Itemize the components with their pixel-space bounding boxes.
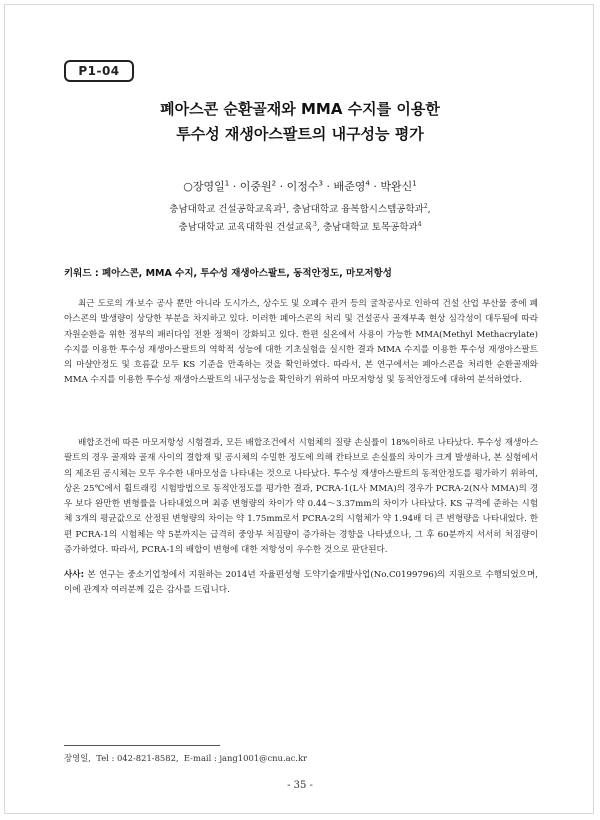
- affiliation-line-2: [60, 219, 540, 233]
- author-affil-index: 3: [318, 179, 323, 188]
- author-5: [380, 180, 416, 193]
- presenter-mark: ○: [183, 180, 193, 193]
- page-number: - 35 -: [287, 780, 313, 791]
- acknowledgement: [64, 568, 538, 599]
- author-separator: ·: [276, 180, 287, 193]
- affiliation-text: 충남대학교 교육대학원 건설교육: [178, 222, 314, 233]
- affiliation-text: , 충남대학교 융복합시스템공학과: [286, 204, 424, 215]
- author-affil-index: 1: [412, 179, 417, 188]
- body-paragraph-2: 배합조건에 따른 마모저항성 시험결과, 모든 배합조건에서 시험체의 질량 손실률이 18%이하로 나타났다. 투수성 재생아스팔트의 경우 골재와 골재 사이의 결합재 및 공시체의 수밀한 정도에 의해 칸타브로 손실률의 차이가 크게 발생하나, 본 실험에서의 제조된 공시체는 모두 우수한 내마모성을 나타내는 것으로 나타났다. 투수성 재생아스팔트의 동적안정도를 평가하기 위하여, 상온 25℃에서 휠트래킹 시험방법으로 동적안정도를 평가한 결과, PCRA-1(L사 MMA)의 경우가 PCRA-2(N사 MMA)의 경우 보다 완만한 변형률을 나타내었으며 최종 변형량의 차이가 약 0.44～3.37mm의 차이가 나타났다. KS 규격에 준하는 시험체 3개의 평균값으로 산정된 변형량의 차이는 약 1.75mm로서 PCRA-2의 시험체가 약 1.94배 더 큰 변형량을 나타내었다. 한편 PCRA-1의 시험체는 약 5분까지는 급격히 중앙부 처짐량이 증가하는 경향을 나타냈으나, 그 후 60분까지 서서히 처짐량이 증가하였다. 따라서, PCRA-1의 배합이 변형에 대한 저항성이 우수한 것으로 판단된다.: [64, 438, 538, 556]
- corresponding-author-footnote: 장영일, Tel : 042-821-8582, E-mail : jang1001@cnu.ac.kr: [64, 753, 308, 763]
- author-1: [183, 180, 229, 193]
- author-list: [60, 178, 540, 194]
- author-2: [240, 180, 276, 193]
- author-separator: ·: [369, 180, 381, 193]
- affiliation-line-1: [60, 201, 540, 215]
- affiliation-text: ,: [427, 204, 431, 215]
- title-line-1: 폐아스콘 순환골재와 MMA 수지를 이용한: [160, 100, 440, 118]
- session-tag: P1-04: [64, 60, 134, 82]
- author-affil-index: 4: [365, 179, 370, 188]
- author-name: 배준영: [333, 180, 366, 193]
- affiliation-text: , 충남대학교 토목공학과: [316, 222, 418, 233]
- author-name: 이중원: [239, 180, 272, 193]
- keywords: 키워드 : 폐아스콘, MMA 수지, 투수성 재생아스팔트, 동적안정도, 마모저항성: [64, 268, 392, 279]
- author-4: [333, 180, 369, 193]
- body-paragraph-1: 최근 도로의 개·보수 공사 뿐만 아니라 도시가스, 상수도 및 오폐수 관거 등의 굴착공사로 인하여 건설 산업 부산물 중에 폐아스콘의 발생량이 상당한 부분을 차지하고 있다. 이러한 폐아스콘의 처리 및 건설공사 골재부족 현상 심각성이 대두됨에 따라 자원순환을 위한 정부의 패러다임 전환 정책이 강화되고 있다. 한편 실온에서 사용이 가능한 MMA(Methyl Methacrylate) 수지를 이용한 투수성 재생아스팔트의 역학적 성능에 대한 기초실험을 실시한 결과 MMA 수지를 이용한 투수성 재생아스팔트의 마샬안정도 및 흐름값 모두 KS 기준을 만족하는 것을 확인하였다. 따라서, 본 연구에서는 폐아스콘을 처리한 순환골재와 MMA 수지를 이용한 투수성 재생아스팔트의 내구성능을 확인하기 위하여 마모저항성 및 동적안정도에 대하여 분석하였다.: [64, 299, 538, 386]
- affiliation-text: 충남대학교 건설공학교육과: [169, 204, 283, 215]
- acknowledgement-label: 사사:: [64, 570, 85, 580]
- author-separator: ·: [322, 180, 334, 193]
- affiliation-index: 3: [313, 220, 317, 228]
- footnote-divider: [64, 745, 220, 746]
- author-separator: ·: [229, 180, 240, 193]
- author-name: 이정수: [286, 180, 319, 193]
- author-name: 박완신: [380, 180, 413, 193]
- affiliation-index: 2: [423, 202, 428, 210]
- title-line-2: 투수성 재생아스팔트의 내구성능 평가: [176, 125, 424, 143]
- author-affil-index: 1: [224, 179, 230, 188]
- acknowledgement-text: 본 연구는 중소기업청에서 지원하는 2014년 자율편성형 도약기술개발사업(No.C0199796)의 지원으로 수행되었으며, 이에 관계자 여러분께 깊은 감사를 드립니다.: [64, 570, 538, 596]
- author-3: [287, 180, 323, 193]
- affiliation-index: 4: [417, 220, 422, 228]
- affiliation-index: 1: [282, 202, 287, 210]
- author-affil-index: 2: [271, 179, 277, 188]
- author-name: 장영일: [192, 180, 225, 193]
